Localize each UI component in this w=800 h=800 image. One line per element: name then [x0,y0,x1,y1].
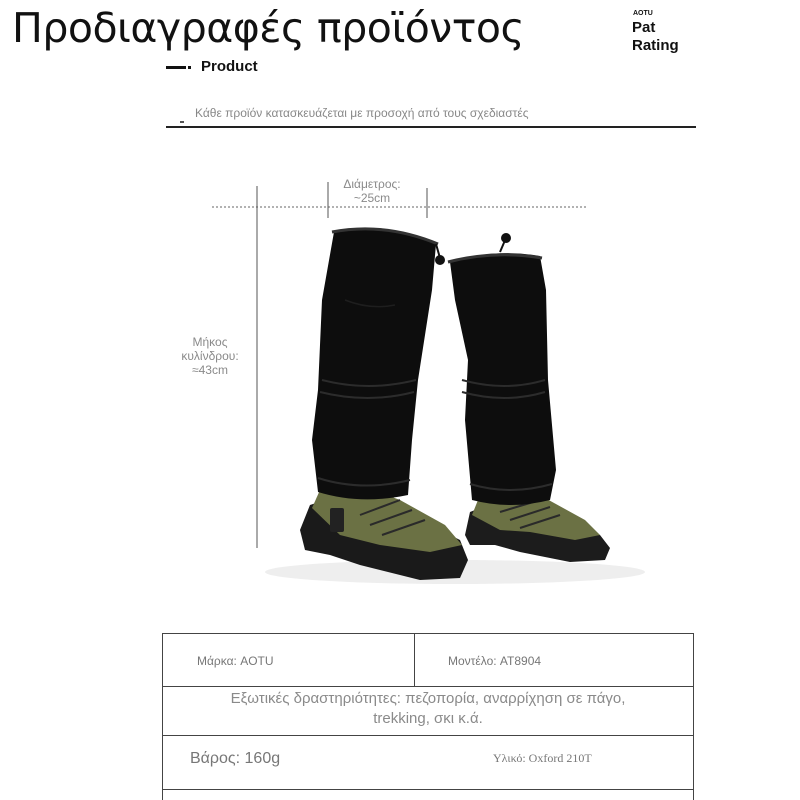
diameter-value: ~25cm [353,191,391,205]
table-row-divider-3 [163,789,693,790]
length-label [170,335,250,377]
page-title: Προδιαγραφές προϊόντος [12,4,525,52]
diameter-title: Διάμετρος: [343,177,401,191]
section-label: Product [201,58,258,75]
spec-brand: Μάρκα: AOTU [197,654,274,668]
right-gaiter-boot [448,233,610,562]
table-row-divider-2 [163,735,693,736]
length-title-2: κυλίνδρου: [181,349,239,363]
spec-weight: Βάρος: 160g [190,750,281,767]
spec-material: Υλικό: Oxford 210T [493,751,592,765]
section-subtitle: Κάθε προϊόν κατασκευάζεται με προσοχή από τους σχεδιαστές [195,106,529,120]
left-gaiter-body [312,229,436,499]
length-value: ≈43cm [192,363,228,377]
table-row-divider-1 [163,686,693,687]
spec-model: Μοντέλο: AT8904 [448,654,542,668]
diameter-label [322,177,422,205]
right-gaiter-body [450,253,556,505]
table-column-divider [414,634,415,686]
logo-line-1: Pat [632,19,656,36]
spec-activities-line-2: trekking, σκι κ.ά. [373,710,483,727]
logo-small-text: AOTU [633,10,653,17]
logo-line-2: Rating [632,37,679,54]
spec-activities-line-1: Εξωτικές δραστηριότητες: πεζοπορία, αναρρίχηση σε πάγο, [230,690,626,707]
left-boot-buckle [330,508,344,532]
spec-table [162,633,694,800]
spec-activities [163,689,693,729]
length-title-1: Μήκος [192,335,228,349]
left-gaiter-boot [300,229,468,580]
